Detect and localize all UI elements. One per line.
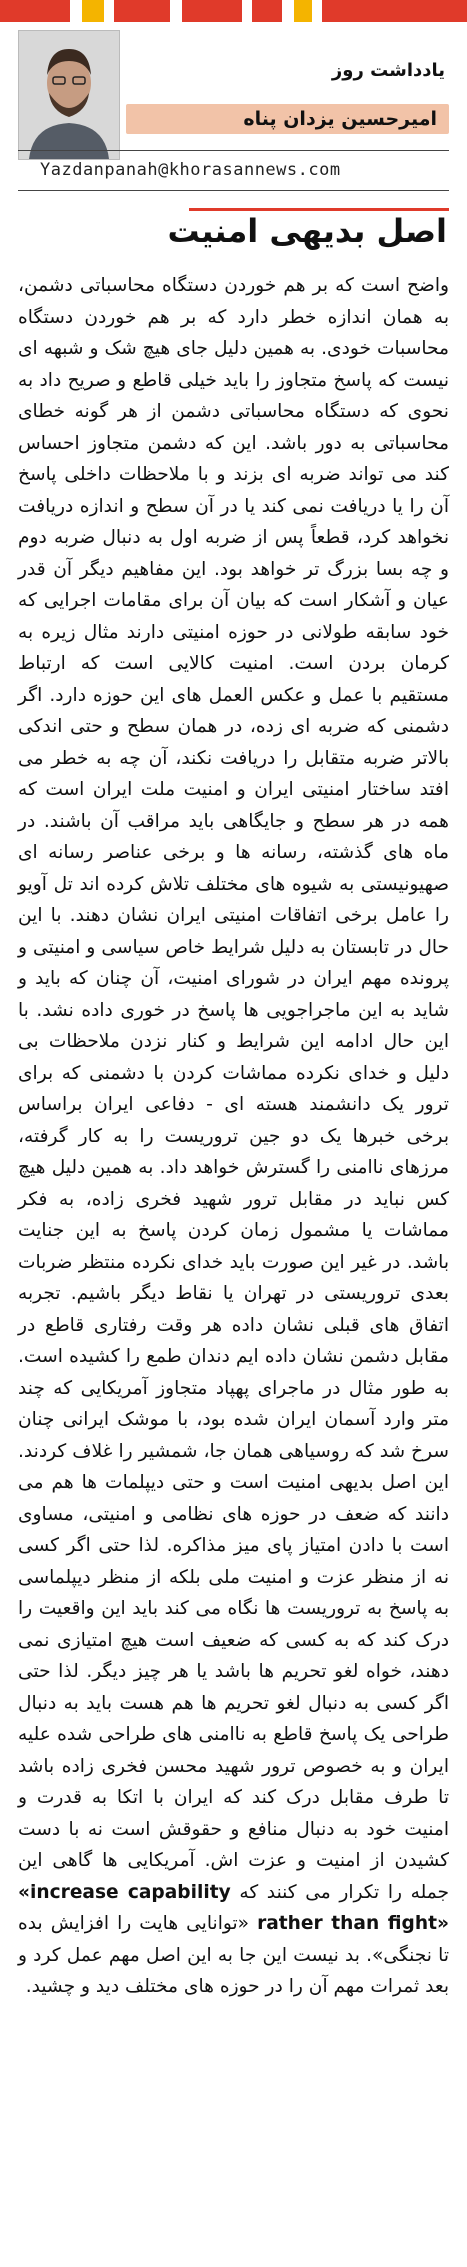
- article-title: اصل بدیهی امنیت: [167, 212, 447, 250]
- article-body-text: واضح است که بر هم خوردن دستگاه محاسباتی دشمن، به همان اندازه خطر دارد که بر هم خوردن دستگاه محاسبات خودی. به همین دلیل جای هیچ شک و شبهه ای نیست که پاسخ متجاوز را باید خیلی قاطع و صریح داد به نحوی که دستگاه محاسباتی دشمن از هر گونه خطای محاسباتی به دور باشد. این که دشمن متجاوز احساس کند می تواند ضربه ای بزند و با ملاحظات داخلی پاسخ آن را یا دریافت نمی کند یا در آن سطح و اندازه دریافت نخواهد کرد، قطعاً پس از ضربه اول به دنبال ضربه دوم و چه بسا بزرگ تر خواهد بود. این مفاهیم دیگر آن قدر عیان و آشکار است که بیان آن برای مقامات اجرایی که خود سابقه طولانی در حوزه امنیتی دارند مثال زیره به کرمان بردن است. امنیت کالایی است که ارتباط مستقیم با عمل و عکس العمل های این حوزه دارد. اگر دشمنی که ضربه ای زده، در همان سطح و حتی اندکی بالاتر ضربه متقابل را دریافت نکند، آن چه به خطر می افتد ساختار امنیتی ایران و امنیت ملت ایران است که همه در هر سطح و جایگاهی باید مراقب آن باشند. در ماه های گذشته، رسانه ها و برخی عناصر رسانه ای صهیونیستی به شیوه های مختلف تلاش کرده اند تل آویو را عامل برخی اتفاقات امنیتی ایران نشان دهند. با این حال در تابستان به دلیل شرایط خاص سیاسی و امنیتی و پرونده مهم ایران در شورای امنیت، آن چنان که باید و شاید به این ماجراجویی ها پاسخ در خوری داده نشد. با این حال ادامه این شرایط و کنار نزدن ملاحظات بی دلیل و خدای نکرده مماشات کردن با دشمنی که برای ترور یک دانشمند هسته ای - دفاعی ایران براساس برخی خبرها یک دو جین تروریست را به کار گرفته، مرزهای ناامنی را گسترش خواهد داد. به همین دلیل هیچ کس نباید در مقابل ترور شهید فخری زاده، به فکر مماشات یا مشمول زمان کردن پاسخ به این جنایت باشد. در غیر این صورت باید خدای نکرده منتظر ضربات بعدی تروریستی در تهران یا نقاط دیگر باشیم. تجربه اتفاق های قبلی نشان داده هر وقت رفتاری قاطع در مقابل دشمن نشان داده ایم دندان طمع را کشیده است. به طور مثال در ماجرای پهپاد متجاوز آمریکایی که چند متر وارد آسمان ایران شده بود، با موشک ایرانی چنان سرخ شد که روسیاهی همان جا، شمشیر را غلاف کردند. این اصل بدیهی امنیت است و حتی دیپلمات ها هم می دانند که ضعف در حوزه های نظامی و امنیتی، مساوی است با دادن امتیاز پای میز مذاکره. لذا حتی اگر کسی نه از منظر عزت و امنیت ملی بلکه از منظر دیپلماسی به پاسخ به تروریست ها نگاه می کند باید این واقعیت را درک کند که به کسی که ضعیف است هیچ امتیازی نمی دهند، خواه لغو تحریم ها باشد یا هر چیز دیگر. لذا حتی اگر کسی به دنبال لغو تحریم ها هم هست باید به دنبال طراحی یک پاسخ قاطع به ناامنی های طراحی شده علیه ایران و به خصوص ترور شهید محسن فخری زاده باشد تا طرف مقابل درک کند که ایران با اتکا به قدرت و امنیت خود به دنبال منافع و حقوقش است نه با دست کشیدن از امنیت و عزت اش. آمریکایی ها گاهی این جمله را تکرار می کنند که: [18, 275, 449, 1903]
- stripe-red-4: [252, 0, 282, 22]
- article-body-ending: «توانایی هایت را افزایش بده تا نجنگی». بد نیست این جا به این اصل مهم عمل کرد و بعد ثمرات مهم آن را در حوزه های مختلف دید و چشید.: [18, 1913, 449, 1997]
- author-email[interactable]: Yazdanpanah@khorasannews.com: [40, 160, 341, 180]
- stripe-red-3: [182, 0, 242, 22]
- column-section-label: یادداشت روز: [331, 60, 445, 81]
- title-accent-rule: [189, 208, 449, 211]
- english-quote: «increase capability rather than fight»: [18, 1881, 449, 1934]
- divider-top: [18, 150, 449, 151]
- decorative-stripes: [0, 0, 467, 22]
- author-portrait-icon: [19, 31, 119, 159]
- stripe-red-5: [322, 0, 467, 22]
- author-name: امیرحسین یزدان پناه: [243, 108, 437, 130]
- stripe-yellow-1: [82, 0, 104, 22]
- author-photo: [18, 30, 120, 160]
- divider-email: [18, 190, 449, 191]
- article-body: [18, 270, 449, 2003]
- stripe-red-1: [0, 0, 70, 22]
- stripe-yellow-2: [294, 0, 312, 22]
- stripe-red-2: [114, 0, 170, 22]
- article-paragraph: [18, 270, 449, 2003]
